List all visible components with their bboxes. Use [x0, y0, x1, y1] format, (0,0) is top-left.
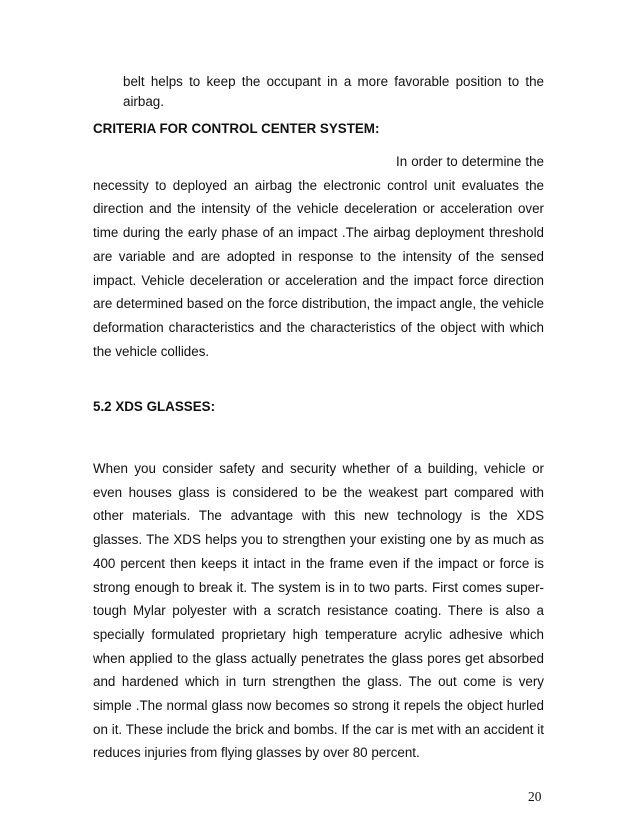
- section-heading-xds-glasses: 5.2 XDS GLASSES:: [93, 399, 216, 414]
- criteria-paragraph: In order to determine the necessity to deployed an airbag the electronic control unit evaluates the direction and the intensity of the vehicle deceleration or acceleration over time during the early phase of an impact .The airbag deployment threshold are variable and are adopted in response to the intensity of the sensed impact. Vehicle deceleration or acceleration and the impact force direction are determined based on the force distribution, the impact angle, the vehicle deformation characteristics and the characteristics of the object with which the vehicle collides.: [93, 154, 544, 359]
- continuation-paragraph: belt helps to keep the occupant in a more favorable position to the airbag.: [123, 74, 544, 109]
- section-heading-criteria: CRITERIA FOR CONTROL CENTER SYSTEM:: [93, 121, 380, 136]
- page-number: 20: [528, 789, 542, 804]
- xds-glasses-paragraph: When you consider safety and security whether of a building, vehicle or even houses glass is considered to be the weakest part compared with other materials. The advantage with this new technology is the XDS glasses. The XDS helps you to strengthen your existing one by as much as 400 percent then keeps it intact in the frame even if the impact or force is strong enough to break it. The system is in to two parts. First comes super-tough Mylar polyester with a scratch resistance coating. There is also a specially formulated proprietary high temperature acrylic adhesive which when applied to the glass actually penetrates the glass pores get absorbed and hardened which in turn strengthen the glass. The out come is very simple .The normal glass now becomes so strong it repels the object hurled on it. These include the brick and bombs. If the car is met with an accident it reduces injuries from flying glasses by over 80 percent.: [93, 461, 544, 761]
